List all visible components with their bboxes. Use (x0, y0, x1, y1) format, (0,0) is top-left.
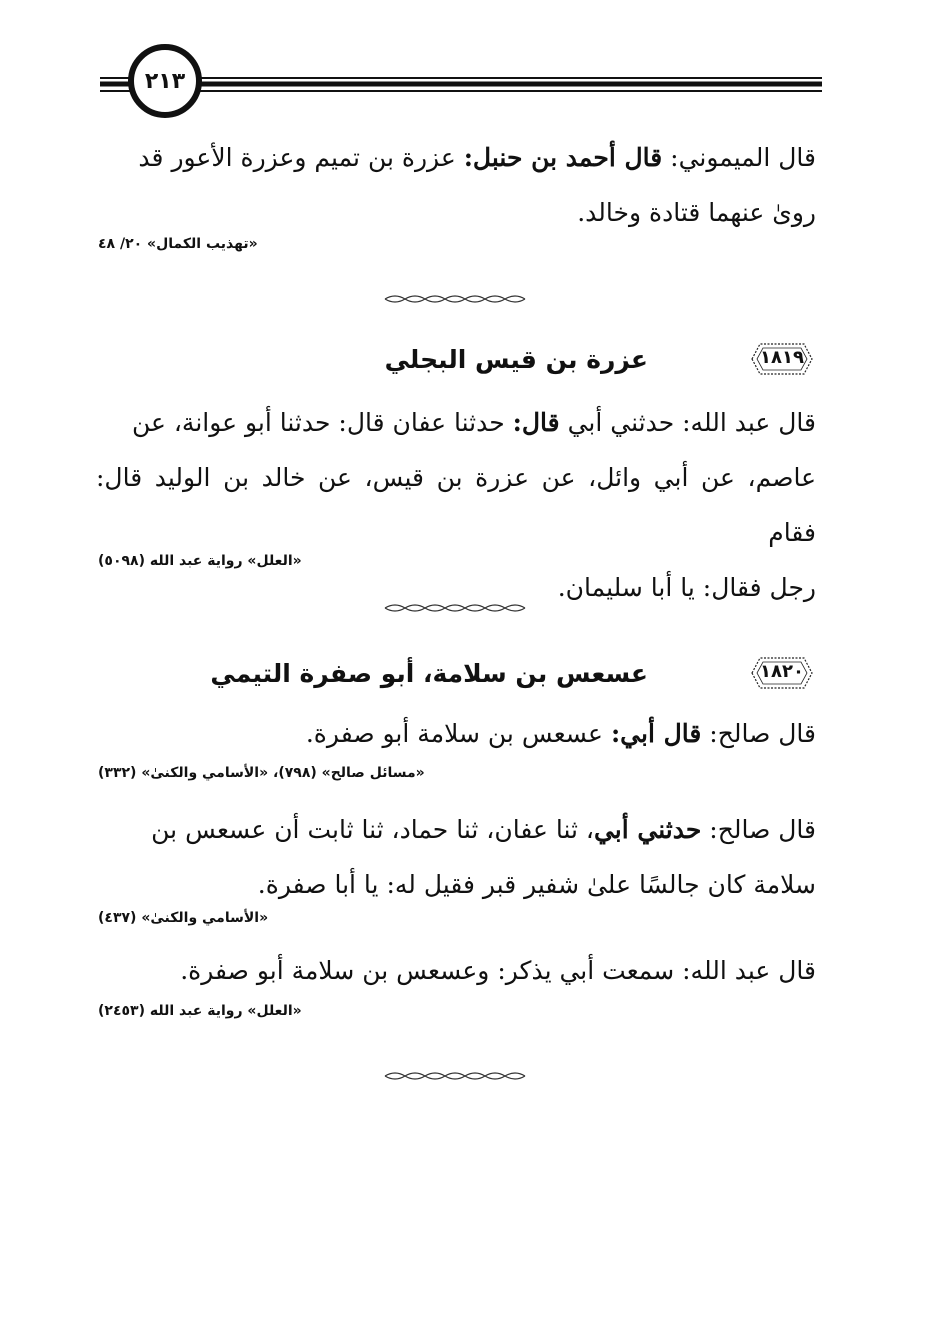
source-citation: «العلل» رواية عبد الله (٢٤٥٣) (98, 1003, 302, 1019)
intro-paragraph (96, 130, 816, 240)
entry-1820-p1-line (96, 706, 816, 761)
header-rule (100, 70, 822, 96)
text-run: عسعس بن سلامة أبو صفرة. (305, 719, 611, 748)
source-citation: «العلل» رواية عبد الله (٥٠٩٨) (98, 553, 302, 569)
entry-heading-1819 (116, 338, 816, 380)
bold-text-run: قال: (512, 408, 560, 437)
bold-text-run: قال أحمد بن حنبل: (463, 143, 663, 172)
entry-title: عسعس بن سلامة، أبو صفرة التيمي (210, 658, 648, 688)
entry-1819-line-2: عاصم، عن أبي وائل، عن عزرة بن قيس، عن خالد بن الوليد قال: فقام (96, 463, 816, 547)
text-run: ، ثنا عفان، ثنا حماد، ثنا ثابت أن عسعس بن (151, 815, 594, 844)
intro-line-2: روىٰ عنهما قتادة وخالد. (577, 198, 816, 227)
text-run: عزرة بن تميم وعزرة الأعور قد (138, 143, 464, 172)
entry-title: عزرة بن قيس البجلي (384, 344, 648, 374)
text-run: حدثنا عفان قال: حدثنا أبو عوانة، عن (131, 408, 513, 437)
entry-1820-p2-line-1 (96, 802, 816, 857)
entry-1819-line-3: رجل فقال: يا أبا سليمان. (557, 573, 816, 602)
entry-1820-paragraph-2 (96, 802, 816, 912)
entry-heading-1820 (116, 652, 816, 694)
text-run: قال صالح: (701, 815, 816, 844)
entry-1820-p2-line-2: سلامة كان جالسًا علىٰ شفير قبر فقيل له: يا أبا صفرة. (257, 870, 816, 899)
section-divider-ornament (380, 1070, 530, 1082)
entry-number: ١٨١٩ (760, 347, 804, 368)
source-citation: «مسائل صالح» (٧٩٨)، «الأسامي والكنىٰ» (٣٣٢) (98, 765, 425, 781)
page-number: ٢١٣ (144, 68, 186, 94)
text-run: قال الميموني: (662, 143, 816, 172)
bold-text-run: حدثني أبي (593, 815, 702, 844)
text-run: قال صالح: (701, 719, 816, 748)
source-citation: «تهذيب الكمال» ٢٠/ ٤٨ (98, 236, 258, 252)
entry-1820-paragraph-1 (96, 706, 816, 761)
page-number-badge (128, 44, 202, 118)
text-run: قال عبد الله: حدثني أبي (559, 408, 816, 437)
entry-number-badge (748, 338, 816, 380)
source-citation: «الأسامي والكنىٰ» (٤٣٧) (98, 910, 269, 926)
entry-number-badge (748, 652, 816, 694)
intro-line-1 (96, 130, 816, 185)
entry-number: ١٨٢٠ (760, 661, 804, 682)
section-divider-ornament (380, 293, 530, 305)
entry-1820-paragraph-3: قال عبد الله: سمعت أبي يذكر: وعسعس بن سلامة أبو صفرة. (180, 956, 816, 985)
bold-text-run: قال أبي: (610, 719, 702, 748)
entry-1819-paragraph (96, 395, 816, 615)
entry-1819-line-1 (96, 395, 816, 450)
section-divider-ornament (380, 602, 530, 614)
